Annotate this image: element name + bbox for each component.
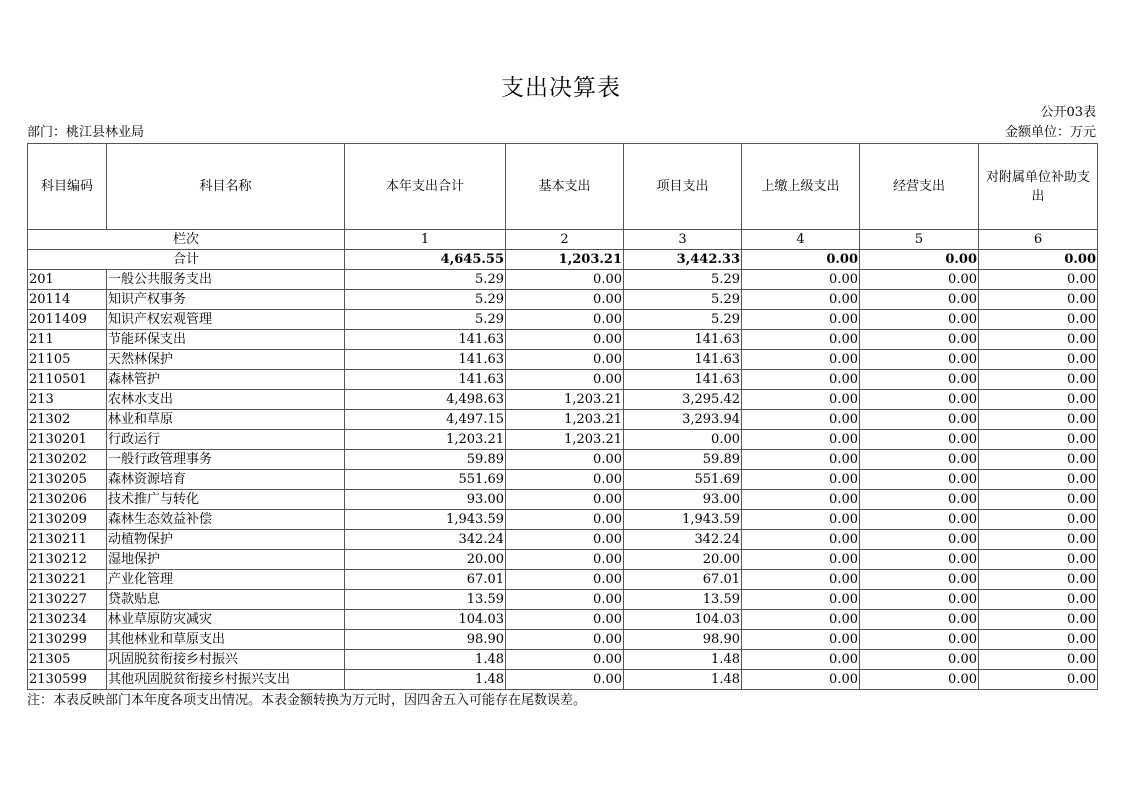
subject-code-cell: 21105 (28, 350, 107, 370)
subject-name-cell: 其他巩固脱贫衔接乡村振兴支出 (107, 670, 345, 690)
subject-name-cell: 一般行政管理事务 (107, 450, 345, 470)
amount-cell: 0.00 (742, 450, 860, 470)
header-subject-name: 科目名称 (107, 144, 345, 230)
subject-code-cell: 2130299 (28, 630, 107, 650)
subject-name-cell: 行政运行 (107, 430, 345, 450)
amount-cell: 1.48 (345, 670, 506, 690)
amount-cell: 5.29 (345, 310, 506, 330)
total-label: 合计 (28, 250, 345, 270)
amount-cell: 0.00 (979, 510, 1098, 530)
subject-code-cell: 2130201 (28, 430, 107, 450)
subject-name-cell: 林业草原防灾减灾 (107, 610, 345, 630)
amount-cell: 1,943.59 (345, 510, 506, 530)
subject-code-cell: 2011409 (28, 310, 107, 330)
amount-cell: 0.00 (860, 650, 979, 670)
amount-cell: 0.00 (742, 470, 860, 490)
subject-code-cell: 2130212 (28, 550, 107, 570)
form-number: 公开03表 (1040, 105, 1096, 120)
table-row (28, 630, 1098, 650)
amount-cell: 67.01 (345, 570, 506, 590)
subject-name-cell: 一般公共服务支出 (107, 270, 345, 290)
amount-cell: 0.00 (860, 350, 979, 370)
amount-cell: 1.48 (624, 670, 742, 690)
amount-cell: 0.00 (742, 290, 860, 310)
department-label: 部门：桃江县林业局 (27, 125, 145, 140)
table-row (28, 350, 1098, 370)
amount-cell: 0.00 (742, 310, 860, 330)
amount-cell: 0.00 (742, 550, 860, 570)
header-subsidiary-subsidy: 对附属单位补助支出 (979, 144, 1098, 230)
amount-cell: 0.00 (979, 450, 1098, 470)
amount-cell: 0.00 (742, 330, 860, 350)
amount-cell: 551.69 (624, 470, 742, 490)
subject-name-cell: 林业和草原 (107, 410, 345, 430)
amount-cell: 0.00 (860, 290, 979, 310)
subject-name-cell: 森林生态效益补偿 (107, 510, 345, 530)
subject-code-cell: 2130599 (28, 670, 107, 690)
amount-cell: 0.00 (979, 610, 1098, 630)
amount-cell: 5.29 (345, 290, 506, 310)
amount-cell: 5.29 (624, 310, 742, 330)
subject-name-cell: 知识产权事务 (107, 290, 345, 310)
amount-cell: 4,498.63 (345, 390, 506, 410)
table-row (28, 650, 1098, 670)
amount-cell: 0.00 (506, 650, 624, 670)
amount-cell: 0.00 (979, 650, 1098, 670)
header-remit-superior: 上缴上级支出 (742, 144, 860, 230)
amount-cell: 0.00 (506, 590, 624, 610)
total-value: 0.00 (742, 250, 860, 270)
amount-cell: 0.00 (860, 270, 979, 290)
amount-cell: 0.00 (860, 410, 979, 430)
total-value: 0.00 (979, 250, 1098, 270)
amount-cell: 5.29 (624, 290, 742, 310)
column-number: 2 (506, 230, 624, 250)
subject-name-cell: 知识产权宏观管理 (107, 310, 345, 330)
amount-cell: 4,497.15 (345, 410, 506, 430)
amount-cell: 93.00 (345, 490, 506, 510)
amount-cell: 0.00 (860, 610, 979, 630)
amount-cell: 0.00 (742, 590, 860, 610)
amount-cell: 0.00 (742, 490, 860, 510)
amount-cell: 0.00 (742, 670, 860, 690)
amount-cell: 5.29 (345, 270, 506, 290)
amount-cell: 0.00 (860, 510, 979, 530)
amount-cell: 3,293.94 (624, 410, 742, 430)
amount-cell: 0.00 (979, 330, 1098, 350)
amount-cell: 0.00 (742, 270, 860, 290)
amount-cell: 0.00 (506, 290, 624, 310)
amount-cell: 1,203.21 (506, 410, 624, 430)
amount-cell: 0.00 (506, 350, 624, 370)
amount-cell: 13.59 (345, 590, 506, 610)
subject-code-cell: 2110501 (28, 370, 107, 390)
table-row (28, 670, 1098, 690)
table-row (28, 410, 1098, 430)
amount-cell: 0.00 (506, 370, 624, 390)
amount-cell: 0.00 (506, 550, 624, 570)
amount-cell: 0.00 (506, 630, 624, 650)
table-row (28, 330, 1098, 350)
amount-cell: 1,203.21 (345, 430, 506, 450)
subject-code-cell: 2130206 (28, 490, 107, 510)
amount-cell: 0.00 (506, 570, 624, 590)
subject-name-cell: 贷款贴息 (107, 590, 345, 610)
column-number: 3 (624, 230, 742, 250)
amount-cell: 20.00 (345, 550, 506, 570)
amount-cell: 0.00 (979, 270, 1098, 290)
amount-cell: 1,203.21 (506, 390, 624, 410)
amount-cell: 20.00 (624, 550, 742, 570)
table-row (28, 530, 1098, 550)
amount-cell: 0.00 (624, 430, 742, 450)
amount-cell: 0.00 (860, 590, 979, 610)
subject-code-cell: 2130205 (28, 470, 107, 490)
amount-cell: 141.63 (624, 350, 742, 370)
amount-cell: 0.00 (506, 270, 624, 290)
amount-cell: 0.00 (506, 510, 624, 530)
amount-cell: 0.00 (979, 670, 1098, 690)
amount-cell: 0.00 (860, 630, 979, 650)
amount-cell: 0.00 (506, 450, 624, 470)
amount-cell: 67.01 (624, 570, 742, 590)
amount-cell: 1,203.21 (506, 430, 624, 450)
subject-code-cell: 21305 (28, 650, 107, 670)
header-project-expenditure: 项目支出 (624, 144, 742, 230)
amount-cell: 0.00 (742, 650, 860, 670)
amount-cell: 104.03 (345, 610, 506, 630)
amount-cell: 1.48 (624, 650, 742, 670)
subject-code-cell: 2130227 (28, 590, 107, 610)
amount-cell: 141.63 (624, 330, 742, 350)
amount-cell: 0.00 (979, 550, 1098, 570)
amount-cell: 342.24 (624, 530, 742, 550)
amount-cell: 0.00 (506, 330, 624, 350)
amount-cell: 0.00 (979, 310, 1098, 330)
amount-cell: 0.00 (979, 630, 1098, 650)
amount-cell: 0.00 (742, 390, 860, 410)
total-value: 4,645.55 (345, 250, 506, 270)
amount-cell: 0.00 (860, 490, 979, 510)
amount-cell: 0.00 (860, 430, 979, 450)
total-row (28, 250, 1098, 270)
amount-cell: 141.63 (345, 370, 506, 390)
amount-cell: 13.59 (624, 590, 742, 610)
total-value: 1,203.21 (506, 250, 624, 270)
amount-cell: 0.00 (742, 610, 860, 630)
amount-cell: 0.00 (742, 370, 860, 390)
table-row (28, 470, 1098, 490)
subject-code-cell: 20114 (28, 290, 107, 310)
subject-code-cell: 2130202 (28, 450, 107, 470)
amount-cell: 1.48 (345, 650, 506, 670)
column-number: 1 (345, 230, 506, 250)
amount-cell: 0.00 (742, 530, 860, 550)
table-row (28, 590, 1098, 610)
column-number: 5 (860, 230, 979, 250)
amount-cell: 0.00 (979, 350, 1098, 370)
column-number: 4 (742, 230, 860, 250)
subject-name-cell: 森林资源培育 (107, 470, 345, 490)
subject-name-cell: 产业化管理 (107, 570, 345, 590)
subject-name-cell: 技术推广与转化 (107, 490, 345, 510)
subject-code-cell: 2130209 (28, 510, 107, 530)
amount-cell: 551.69 (345, 470, 506, 490)
amount-cell: 0.00 (742, 430, 860, 450)
subject-code-cell: 211 (28, 330, 107, 350)
amount-cell: 0.00 (506, 530, 624, 550)
subject-code-cell: 2130221 (28, 570, 107, 590)
amount-cell: 0.00 (860, 330, 979, 350)
subject-code-cell: 2130234 (28, 610, 107, 630)
amount-cell: 0.00 (860, 390, 979, 410)
subject-name-cell: 天然林保护 (107, 350, 345, 370)
amount-cell: 141.63 (345, 330, 506, 350)
table-row (28, 310, 1098, 330)
subject-code-cell: 213 (28, 390, 107, 410)
document-title: 支出决算表 (501, 75, 621, 101)
amount-cell: 0.00 (506, 470, 624, 490)
total-value: 3,442.33 (624, 250, 742, 270)
table-row (28, 270, 1098, 290)
amount-cell: 0.00 (979, 590, 1098, 610)
header-operating-expenditure: 经营支出 (860, 144, 979, 230)
amount-cell: 0.00 (506, 610, 624, 630)
total-value: 0.00 (860, 250, 979, 270)
table-row (28, 290, 1098, 310)
subject-code-cell: 201 (28, 270, 107, 290)
column-number: 6 (979, 230, 1098, 250)
subject-name-cell: 节能环保支出 (107, 330, 345, 350)
subject-name-cell: 动植物保护 (107, 530, 345, 550)
amount-cell: 0.00 (979, 490, 1098, 510)
table-row (28, 430, 1098, 450)
subject-code-cell: 2130211 (28, 530, 107, 550)
amount-cell: 5.29 (624, 270, 742, 290)
amount-cell: 141.63 (345, 350, 506, 370)
amount-cell: 0.00 (979, 410, 1098, 430)
amount-cell: 59.89 (345, 450, 506, 470)
footnote: 注：本表反映部门本年度各项支出情况。本表金额转换为万元时，因四舍五入可能存在尾数误差。 (27, 693, 587, 708)
amount-cell: 0.00 (742, 410, 860, 430)
table-row (28, 510, 1098, 530)
subject-name-cell: 森林管护 (107, 370, 345, 390)
table-row (28, 570, 1098, 590)
amount-cell: 104.03 (624, 610, 742, 630)
amount-cell: 0.00 (860, 310, 979, 330)
amount-cell: 0.00 (979, 370, 1098, 390)
table-row (28, 550, 1098, 570)
subject-code-cell: 21302 (28, 410, 107, 430)
table-row (28, 390, 1098, 410)
amount-cell: 1,943.59 (624, 510, 742, 530)
expenditure-table (27, 143, 1098, 690)
amount-cell: 0.00 (860, 370, 979, 390)
subject-name-cell: 湿地保护 (107, 550, 345, 570)
header-subject-code: 科目编码 (28, 144, 107, 230)
amount-cell: 0.00 (506, 490, 624, 510)
amount-cell: 0.00 (860, 470, 979, 490)
amount-cell: 0.00 (742, 630, 860, 650)
table-header-row (28, 144, 1098, 230)
amount-cell: 0.00 (860, 530, 979, 550)
amount-cell: 0.00 (742, 570, 860, 590)
column-number-row (28, 230, 1098, 250)
amount-cell: 0.00 (860, 450, 979, 470)
amount-cell: 0.00 (742, 510, 860, 530)
amount-cell: 342.24 (345, 530, 506, 550)
table-row (28, 370, 1098, 390)
amount-cell: 98.90 (345, 630, 506, 650)
header-basic-expenditure: 基本支出 (506, 144, 624, 230)
column-number-label: 栏次 (28, 230, 345, 250)
amount-cell: 0.00 (506, 670, 624, 690)
amount-cell: 0.00 (860, 670, 979, 690)
amount-cell: 0.00 (860, 570, 979, 590)
amount-cell: 0.00 (979, 290, 1098, 310)
amount-cell: 59.89 (624, 450, 742, 470)
subject-name-cell: 农林水支出 (107, 390, 345, 410)
amount-cell: 0.00 (979, 530, 1098, 550)
subject-name-cell: 其他林业和草原支出 (107, 630, 345, 650)
table-row (28, 610, 1098, 630)
amount-cell: 0.00 (979, 470, 1098, 490)
amount-cell: 3,295.42 (624, 390, 742, 410)
amount-cell: 98.90 (624, 630, 742, 650)
amount-cell: 0.00 (742, 350, 860, 370)
table-row (28, 490, 1098, 510)
header-total-expenditure: 本年支出合计 (345, 144, 506, 230)
amount-cell: 0.00 (979, 430, 1098, 450)
amount-cell: 0.00 (506, 310, 624, 330)
amount-cell: 0.00 (860, 550, 979, 570)
amount-unit-label: 金额单位：万元 (1004, 125, 1096, 140)
amount-cell: 0.00 (979, 570, 1098, 590)
amount-cell: 93.00 (624, 490, 742, 510)
table-row (28, 450, 1098, 470)
amount-cell: 141.63 (624, 370, 742, 390)
subject-name-cell: 巩固脱贫衔接乡村振兴 (107, 650, 345, 670)
amount-cell: 0.00 (979, 390, 1098, 410)
